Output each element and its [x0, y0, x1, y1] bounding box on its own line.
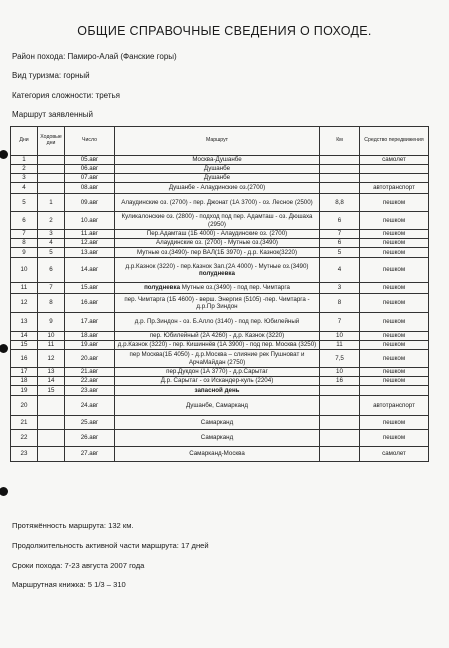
route-text: д.р.Казнок (3220) - пер.Казнок Зап.(2А 4000) - Мутные оз.(3490) [125, 262, 309, 270]
cell-walk-day: 6 [38, 258, 65, 283]
route-text: пер.Дукдон (1А 3770) - д.р.Сарытаг [166, 368, 268, 376]
table-row [11, 174, 429, 183]
cell-date: 12.авг [65, 239, 115, 248]
header-km: Км [320, 127, 360, 156]
cell-km: 7,5 [320, 350, 360, 368]
cell-km [320, 447, 360, 462]
cell-route [115, 332, 320, 341]
cell-walk-day [38, 416, 65, 430]
cell-walk-day: 3 [38, 230, 65, 239]
table-row [11, 183, 429, 194]
cell-date: 25.авг [65, 416, 115, 430]
route-text: Душанбе [203, 174, 231, 182]
punch-hole [0, 344, 8, 353]
cell-walk-day [38, 447, 65, 462]
cell-transport: пешком [360, 248, 429, 258]
cell-transport: пешком [360, 430, 429, 447]
cell-transport: пешком [360, 313, 429, 332]
cell-day: 1 [11, 156, 38, 165]
cell-route [115, 341, 320, 350]
header-transport: Средство передвижения [360, 127, 429, 156]
punch-hole [0, 150, 8, 159]
header-walk-days: Ходовые дни [38, 127, 65, 156]
cell-day: 2 [11, 165, 38, 174]
cell-day: 22 [11, 430, 38, 447]
table-row [11, 313, 429, 332]
cell-date: 17.авг [65, 313, 115, 332]
cell-route [115, 230, 320, 239]
cell-date: 09.авг [65, 194, 115, 212]
route-length: Протяжённость маршрута: 132 км. [12, 521, 134, 530]
cell-date: 06.авг [65, 165, 115, 174]
cell-route [115, 248, 320, 258]
cell-walk-day: 7 [38, 283, 65, 294]
cell-day: 12 [11, 294, 38, 313]
cell-date: 18.авг [65, 332, 115, 341]
cell-walk-day: 10 [38, 332, 65, 341]
cell-day: 19 [11, 386, 38, 396]
cell-transport [360, 386, 429, 396]
cell-route [115, 430, 320, 447]
cell-date: 08.авг [65, 183, 115, 194]
declared-route-line: Маршрут заявленный [12, 110, 94, 119]
cell-route [115, 386, 320, 396]
cell-km: 5 [320, 248, 360, 258]
cell-km: 3 [320, 283, 360, 294]
cell-transport: пешком [360, 194, 429, 212]
cell-walk-day [38, 156, 65, 165]
cell-date: 07.авг [65, 174, 115, 183]
cell-route [115, 447, 320, 462]
cell-km: 8,8 [320, 194, 360, 212]
cell-km: 11 [320, 341, 360, 350]
table-row [11, 239, 429, 248]
cell-date: 27.авг [65, 447, 115, 462]
route-text: д.р. Пр.Зиндон - оз. Б.Алло (3140) - под пер. Юбилейный [134, 318, 300, 326]
cell-route [115, 396, 320, 416]
table-row [11, 430, 429, 447]
route-text: Куликалонские оз. (2800) - подход под пер. Адамташ - оз. Дюшаха (2950) [121, 213, 313, 228]
cell-transport: пешком [360, 377, 429, 386]
cell-day: 23 [11, 447, 38, 462]
cell-date: 10.авг [65, 212, 115, 230]
cell-transport: самолет [360, 447, 429, 462]
cell-walk-day: 4 [38, 239, 65, 248]
cell-day: 16 [11, 350, 38, 368]
cell-walk-day: 9 [38, 313, 65, 332]
cell-route [115, 239, 320, 248]
route-text: пер. Юбилейный (2А 4260) - д.р. Казнок (3220) [149, 332, 285, 340]
cell-transport: пешком [360, 368, 429, 377]
route-text: Душанбе, Самарканд [185, 401, 249, 409]
cell-walk-day: 5 [38, 248, 65, 258]
punch-hole [0, 487, 8, 496]
cell-route [115, 283, 320, 294]
cell-transport: пешком [360, 239, 429, 248]
cell-date: 14.авг [65, 258, 115, 283]
cell-day: 20 [11, 396, 38, 416]
cell-km [320, 165, 360, 174]
cell-day: 14 [11, 332, 38, 341]
header-route: Маршрут [115, 127, 320, 156]
cell-walk-day: 2 [38, 212, 65, 230]
cell-walk-day: 15 [38, 386, 65, 396]
cell-date: 16.авг [65, 294, 115, 313]
route-text: Душанбе [203, 165, 231, 173]
cell-day: 11 [11, 283, 38, 294]
table-row [11, 386, 429, 396]
cell-date: 20.авг [65, 350, 115, 368]
route-text: Мутные оз.(3490) - под пер. Чимтарга [180, 284, 290, 292]
cell-km: 10 [320, 368, 360, 377]
cell-transport [360, 165, 429, 174]
table-row [11, 447, 429, 462]
route-text: Мутные оз.(3490)- пер ВАЛ(1Б 3970) - д.р. Казнок(3220) [136, 248, 298, 256]
route-text: Пер.Адамташ (1Б 4000) - Алаудинские оз. (2700) [146, 230, 288, 238]
cell-day: 3 [11, 174, 38, 183]
route-text: Самарканд-Москва [189, 450, 245, 458]
cell-km [320, 183, 360, 194]
cell-walk-day [38, 396, 65, 416]
cell-walk-day: 1 [38, 194, 65, 212]
table-row [11, 165, 429, 174]
cell-day: 13 [11, 313, 38, 332]
route-text: Москва-Душанбе [192, 156, 242, 164]
active-duration: Продолжительность активной части маршрута: 17 дней [12, 541, 209, 550]
cell-km: 4 [320, 258, 360, 283]
cell-km: 16 [320, 377, 360, 386]
table-row [11, 341, 429, 350]
header-date: Число [65, 127, 115, 156]
cell-transport: пешком [360, 416, 429, 430]
cell-walk-day [38, 174, 65, 183]
cell-km: 7 [320, 230, 360, 239]
cell-transport: пешком [360, 230, 429, 239]
cell-walk-day: 11 [38, 341, 65, 350]
table-row [11, 248, 429, 258]
cell-transport: пешком [360, 332, 429, 341]
cell-km [320, 174, 360, 183]
cell-route [115, 294, 320, 313]
cell-transport: самолет [360, 156, 429, 165]
cell-date: 13.авг [65, 248, 115, 258]
cell-day: 18 [11, 377, 38, 386]
cell-date: 23.авг [65, 386, 115, 396]
route-text: пер. Чимтарга (1Б 4600) - верш. Энергия (5105) -пер. Чимтарга - д.р.Пр Зиндон [124, 295, 310, 310]
cell-transport: пешком [360, 294, 429, 313]
cell-km: 8 [320, 294, 360, 313]
cell-transport: пешком [360, 350, 429, 368]
table-row [11, 332, 429, 341]
cell-km [320, 430, 360, 447]
cell-walk-day [38, 430, 65, 447]
cell-day: 7 [11, 230, 38, 239]
route-text: Алаудинские оз. (2700) - Мутные оз.(3490) [156, 239, 278, 247]
table-row [11, 350, 429, 368]
cell-day: 4 [11, 183, 38, 194]
cell-day: 8 [11, 239, 38, 248]
cell-day: 5 [11, 194, 38, 212]
cell-route [115, 377, 320, 386]
cell-route [115, 368, 320, 377]
cell-day: 17 [11, 368, 38, 377]
route-text: пер Москва(1Б 4050) - д.р.Москва – слияние рек Пушноват и АрчаМайдан (2750) [129, 351, 305, 366]
cell-transport: пешком [360, 258, 429, 283]
cell-walk-day: 12 [38, 350, 65, 368]
route-text: Душанбе - Алаудинские оз.(2700) [168, 184, 266, 192]
route-book: Маршрутная книжка: 5 1/3 – 310 [12, 580, 126, 589]
route-bold-note: полудневка [144, 284, 181, 292]
region-line: Район похода: Памиро-Алай (Фанские горы) [12, 52, 177, 61]
cell-route [115, 183, 320, 194]
cell-day: 6 [11, 212, 38, 230]
cell-km: 7 [320, 313, 360, 332]
cell-transport: пешком [360, 283, 429, 294]
cell-route [115, 313, 320, 332]
tourism-type-line: Вид туризма: горный [12, 71, 90, 80]
cell-route [115, 258, 320, 283]
table-row [11, 396, 429, 416]
cell-route [115, 156, 320, 165]
table-header-row [11, 127, 429, 156]
cell-km [320, 416, 360, 430]
table-row [11, 156, 429, 165]
cell-date: 21.авг [65, 368, 115, 377]
cell-transport: пешком [360, 212, 429, 230]
cell-date: 26.авг [65, 430, 115, 447]
route-text: Алаудинские оз. (2700) - пер. Джонат (1А 3700) - оз. Лесное (2500) [121, 198, 313, 206]
cell-date: 22.авг [65, 377, 115, 386]
cell-route [115, 174, 320, 183]
cell-day: 15 [11, 341, 38, 350]
table-row [11, 258, 429, 283]
cell-route [115, 194, 320, 212]
cell-day: 10 [11, 258, 38, 283]
table-row [11, 230, 429, 239]
route-text: Самарканд [200, 418, 234, 426]
cell-day: 9 [11, 248, 38, 258]
table-row [11, 294, 429, 313]
table-row [11, 416, 429, 430]
difficulty-category-line: Категория сложности: третья [12, 91, 120, 100]
route-text: Самарканд [200, 434, 234, 442]
route-bold-note: полудневка [199, 270, 235, 277]
cell-walk-day: 8 [38, 294, 65, 313]
cell-transport [360, 174, 429, 183]
cell-date: 11.авг [65, 230, 115, 239]
cell-walk-day: 14 [38, 377, 65, 386]
cell-walk-day: 13 [38, 368, 65, 377]
route-text: Д.р. Сарытаг - оз Искандер-куль (2204) [160, 377, 274, 385]
trip-dates: Сроки похода: 7-23 августа 2007 года [12, 561, 145, 570]
cell-date: 19.авг [65, 341, 115, 350]
cell-route [115, 165, 320, 174]
header-day: Дни [11, 127, 38, 156]
cell-route [115, 416, 320, 430]
cell-route [115, 212, 320, 230]
route-text: д.р.Казнок (3220) - пер. Кишиннёв (1А 3900) - под пер. Москва (3250) [117, 341, 317, 349]
table-row [11, 212, 429, 230]
table-row [11, 283, 429, 294]
cell-date: 05.авг [65, 156, 115, 165]
cell-transport: автотранспорт [360, 183, 429, 194]
cell-walk-day [38, 165, 65, 174]
cell-km: 6 [320, 212, 360, 230]
cell-km [320, 396, 360, 416]
cell-transport: пешком [360, 341, 429, 350]
table-row [11, 194, 429, 212]
cell-km [320, 156, 360, 165]
page-title: ОБЩИЕ СПРАВОЧНЫЕ СВЕДЕНИЯ О ПОХОДЕ. [77, 24, 372, 38]
cell-day: 21 [11, 416, 38, 430]
cell-date: 24.авг [65, 396, 115, 416]
table-row [11, 377, 429, 386]
cell-km [320, 386, 360, 396]
route-bold-note: запасной день [194, 386, 240, 394]
cell-date: 15.авг [65, 283, 115, 294]
cell-km: 6 [320, 239, 360, 248]
table-row [11, 368, 429, 377]
cell-route [115, 350, 320, 368]
route-table [10, 126, 429, 462]
cell-km: 10 [320, 332, 360, 341]
cell-transport: автотранспорт [360, 396, 429, 416]
cell-walk-day [38, 183, 65, 194]
